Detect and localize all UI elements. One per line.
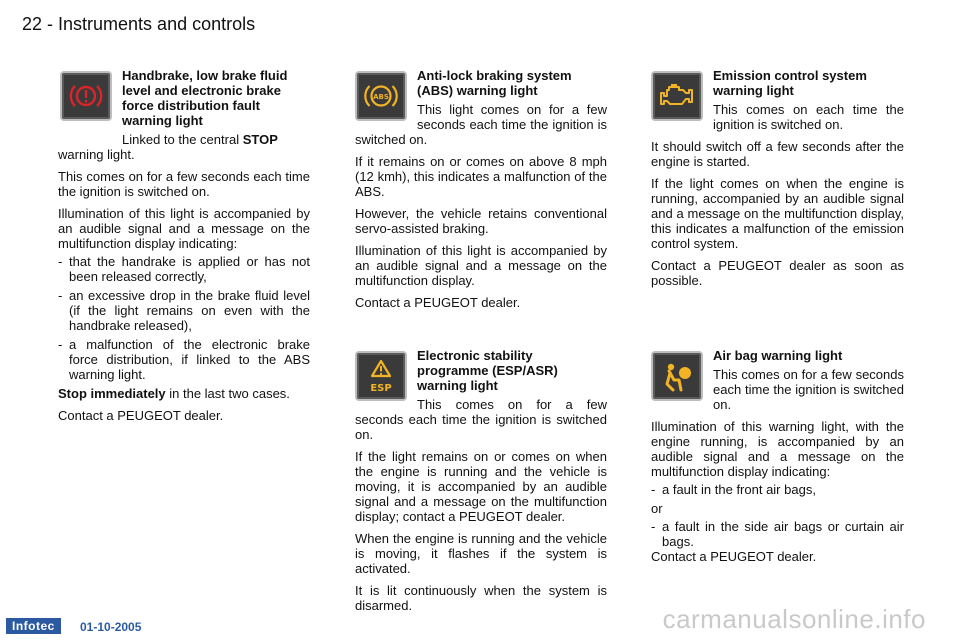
list-item: - a fault in the side air bags or curtain air bags. — [651, 519, 904, 549]
fault-list — [651, 482, 904, 497]
stop-immediately-label: Stop immediately — [58, 386, 166, 401]
text: Linked to the central — [122, 132, 243, 147]
paragraph: This light comes on for a few seconds each time the ignition is switched on. — [355, 102, 607, 147]
section-title: Electronic stability programme (ESP/ASR) warning light — [417, 348, 558, 393]
list-item: - a fault in the front air bags, — [651, 482, 904, 497]
paragraph: warning light. — [58, 147, 135, 162]
esp-warning-icon — [355, 351, 407, 401]
list-item: - that the handrake is applied or has not been released correctly, — [58, 254, 310, 284]
engine-warning-icon — [651, 71, 703, 121]
section-esp-warning — [355, 348, 607, 620]
paragraph: It is lit continuously when the system is disarmed. — [355, 583, 607, 613]
paragraph: However, the vehicle retains conventional servo-assisted braking. — [355, 206, 607, 236]
section-emission-warning — [651, 68, 904, 295]
watermark: carmanualsonline.info — [662, 604, 926, 634]
condition-list — [58, 254, 310, 382]
section-title: Air bag warning light — [713, 348, 843, 363]
paragraph: Illumination of this warning light, with the engine running, is accompanied by an audible signal and a message on the multifunction display indicating: — [651, 419, 904, 479]
paragraph — [122, 132, 310, 147]
section-handbrake-warning — [58, 68, 310, 430]
section-abs-warning — [355, 68, 607, 317]
fault-list — [651, 519, 904, 549]
paragraph: Contact a PEUGEOT dealer as soon as possible. — [651, 258, 904, 288]
paragraph: Illumination of this light is accompanied by an audible signal and a message on the multifunction display. — [355, 243, 607, 288]
paragraph: This comes on for a few seconds each time the ignition is switched on. — [355, 397, 607, 442]
paragraph: This comes on each time the ignition is switched on. — [713, 102, 904, 132]
paragraph: Contact a PEUGEOT dealer. — [355, 295, 521, 310]
abs-warning-icon — [355, 71, 407, 121]
section-title: Handbrake, low brake fluid level and electronic brake force distribution fault warning light — [122, 68, 288, 128]
paragraph — [58, 386, 310, 401]
footer-date: 01-10-2005 — [80, 620, 142, 634]
infotec-logo: Infotec — [6, 618, 61, 634]
airbag-warning-icon — [651, 351, 703, 401]
paragraph: Illumination of this light is accompanied by an audible signal and a message on the multifunction display indicating: — [58, 206, 310, 251]
paragraph: Contact a PEUGEOT dealer. — [58, 408, 224, 423]
paragraph: If it remains on or comes on above 8 mph (12 kmh), this indicates a malfunction of the ABS. — [355, 154, 607, 199]
esp-icon-text: ESP — [370, 383, 392, 394]
paragraph: This comes on for a few seconds each time the ignition is switched on. — [713, 367, 904, 412]
paragraph: If the light comes on when the engine is running, accompanied by an audible signal and a message on the multifunction display, this indicates a malfunction of the emission control system. — [651, 176, 904, 251]
section-title: Emission control system warning light — [713, 68, 867, 98]
svg-text:ABS: ABS — [373, 93, 389, 101]
stop-label: STOP — [242, 132, 278, 147]
paragraph: or — [651, 501, 663, 516]
paragraph: This comes on for a few seconds each time the ignition is switched on. — [58, 169, 310, 199]
list-item: - an excessive drop in the brake fluid level (if the light remains on even with the handbrake released), — [58, 288, 310, 333]
section-airbag-warning — [651, 348, 904, 571]
paragraph: It should switch off a few seconds after the engine is started. — [651, 139, 904, 169]
list-item: - a malfunction of the electronic brake force distribution, if linked to the ABS warning light. — [58, 337, 310, 382]
page-title: 22 - Instruments and controls — [22, 14, 256, 34]
section-title: Anti-lock braking system (ABS) warning light — [417, 68, 572, 98]
brake-warning-icon — [60, 71, 112, 121]
paragraph: If the light remains on or comes on when the engine is running and the vehicle is moving, it is accompanied by an audible signal and a message on the multifunction display; contact a PEUGEOT dealer. — [355, 449, 607, 524]
paragraph: When the engine is running and the vehicle is moving, it flashes if the system is activated. — [355, 531, 607, 576]
text: in the last two cases. — [165, 386, 290, 401]
paragraph: Contact a PEUGEOT dealer. — [651, 549, 817, 564]
